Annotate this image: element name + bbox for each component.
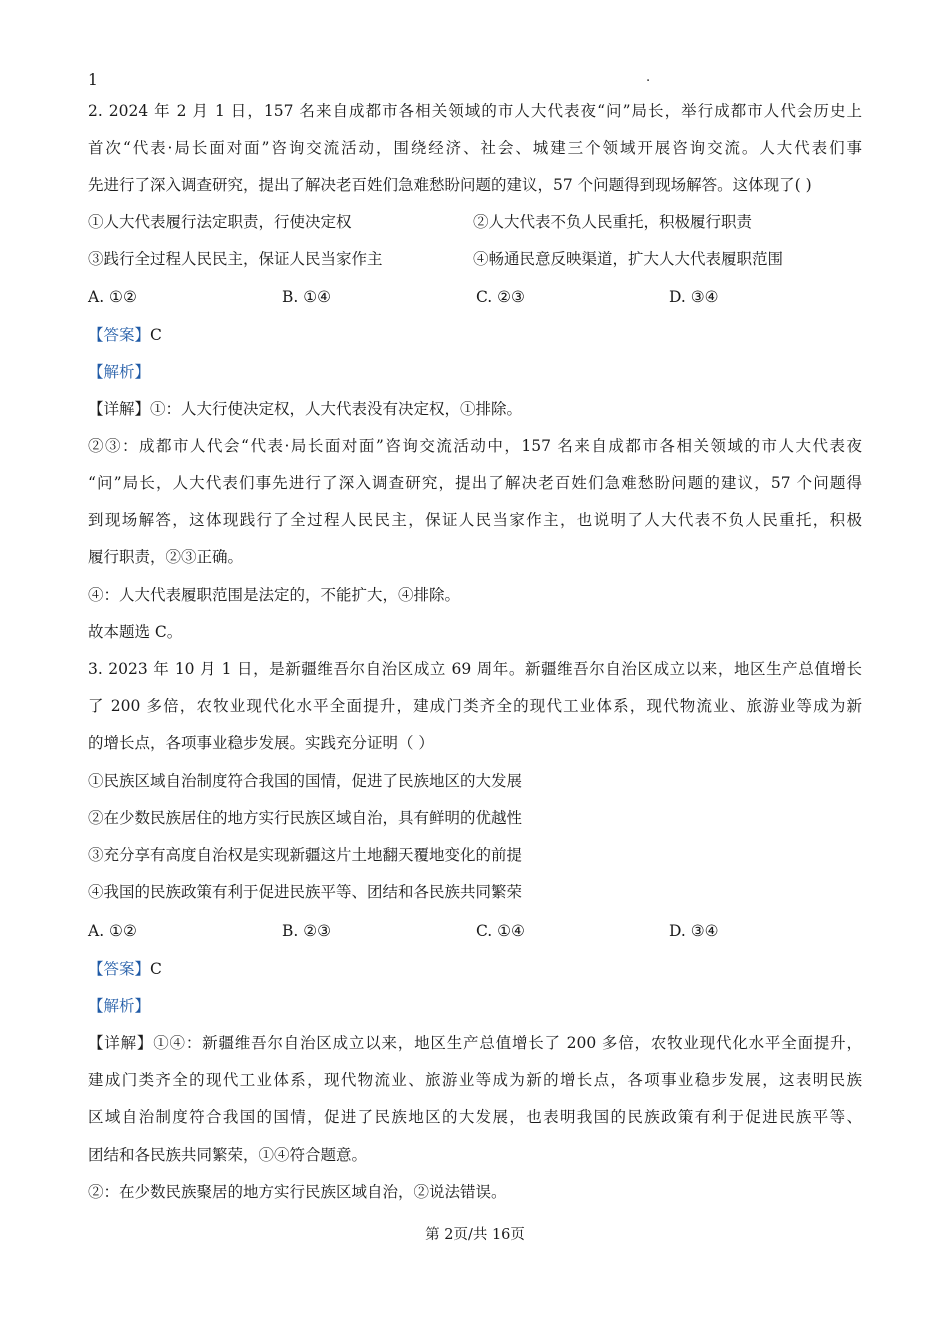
detail-line: 履行职责，②③正确。 [88,548,244,566]
choice-a: A. ①② [88,922,137,940]
detail-line: ②：在少数民族聚居的地方实行民族区域自治，②说法错误。 [88,1183,507,1201]
question-stem-line: 的增长点，各项事业稳步发展。实践充分证明（ ） [88,734,434,752]
question-stem-line: 首次“代表·局长面对面”咨询交流活动，围绕经济、社会、城建三个领域开展咨询交流。人大代表们事 [88,139,862,157]
statement-1: ①人大代表履行法定职责，行使决定权 [88,213,352,231]
detail-text: ①④：新疆维吾尔自治区成立以来，地区生产总值增长了 200 多倍，农牧业现代化水平全面提升， [153,1034,862,1052]
answer-tag: 【答案】 [88,326,151,344]
page-marker: 1 [88,71,98,89]
question-stem-line: 了 200 多倍，农牧业现代化水平全面提升，建成门类齐全的现代工业体系，现代物流业、旅游业等成为新 [88,697,862,715]
statement-3: ③践行全过程人民民主，保证人民当家作主 [88,250,383,268]
answer [88,325,162,345]
statement-2: ②在少数民族居住的地方实行民族区域自治，具有鲜明的优越性 [88,809,523,827]
detail-line: “问”局长，人大代表们事先进行了深入调查研究，提出了解决老百姓们急难愁盼问题的建议，57 个问题得 [88,474,862,492]
detail-tag: 【详解】 [88,400,151,418]
question-stem-line: 3. 2023 年 10 月 1 日，是新疆维吾尔自治区成立 69 周年。新疆维吾尔自治区成立以来，地区生产总值增长 [88,660,862,678]
detail-line: ②③：成都市人代会“代表·局长面对面”咨询交流活动中，157 名来自成都市各相关领域的市人大代表夜 [88,437,862,455]
statement-1: ①民族区域自治制度符合我国的国情，促进了民族地区的大发展 [88,772,523,790]
detail-line: 到现场解答，这体现践行了全过程人民民主，保证人民当家作主，也说明了人大代表不负人民重托，积极 [88,511,862,529]
page-footer: 第 2页/共 16页 [425,1227,525,1243]
detail-line: 故本题选 C。 [88,623,183,641]
detail-line: 建成门类齐全的现代工业体系，现代物流业、旅游业等成为新的增长点，各项事业稳步发展，这表明民族 [88,1071,862,1089]
choice-b: B. ①④ [282,288,332,306]
statement-4: ④畅通民意反映渠道，扩大人大代表履职范围 [473,250,784,268]
statement-3: ③充分享有高度自治权是实现新疆这片土地翻天覆地变化的前提 [88,846,523,864]
detail-text: ①：人大行使决定权，人大代表没有决定权，①排除。 [150,400,523,418]
question-stem-line: 先进行了深入调查研究，提出了解决老百姓们急难愁盼问题的建议，57 个问题得到现场解答。这体现了( ) [88,176,812,194]
detail-line: 区域自治制度符合我国的国情，促进了民族地区的大发展，也表明我国的民族政策有利于促进民族平等、 [88,1108,862,1126]
choice-c: C. ②③ [476,288,525,306]
question-stem-line: 2. 2024 年 2 月 1 日，157 名来自成都市各相关领域的市人大代表夜“问”局长，举行成都市人代会历史上 [88,102,862,120]
answer-value: C [150,326,162,344]
choice-d: D. ③④ [669,288,719,306]
detail-line [88,1033,862,1053]
detail-line: ④：人大代表履职范围是法定的，不能扩大，④排除。 [88,586,461,604]
analysis-tag: 【解析】 [88,997,151,1015]
choice-a: A. ①② [88,288,137,306]
answer-value: C [150,960,162,978]
choice-b: B. ②③ [282,922,332,940]
detail-line: 团结和各民族共同繁荣，①④符合题意。 [88,1146,368,1164]
detail-line [88,399,522,419]
detail-tag: 【详解】 [88,1034,154,1052]
statement-2: ②人大代表不负人民重托，积极履行职责 [473,213,753,231]
choice-d: D. ③④ [669,922,719,940]
answer-tag: 【答案】 [88,960,151,978]
answer [88,959,162,979]
header-dot: . [646,70,651,85]
choice-c: C. ①④ [476,922,525,940]
statement-4: ④我国的民族政策有利于促进民族平等、团结和各民族共同繁荣 [88,883,523,901]
analysis-tag: 【解析】 [88,363,151,381]
